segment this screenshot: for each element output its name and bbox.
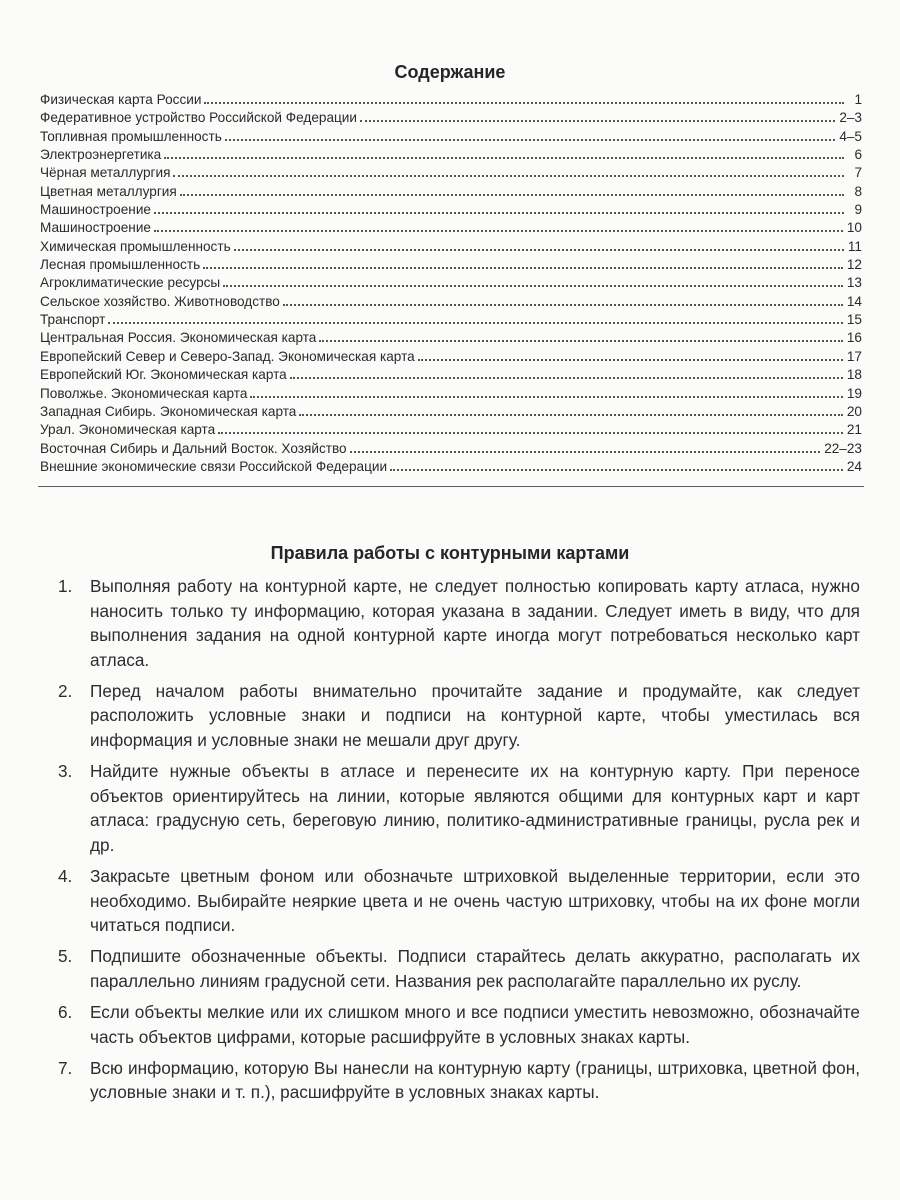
dot-leader: [173, 161, 844, 177]
dot-leader: [319, 326, 843, 342]
dot-leader: [154, 198, 844, 214]
rule-text: Всю информацию, которую Вы нанесли на контурную карту (границы, штриховка, цветной фон, условные знаки и т. п.), расшифруйте в условных знаках карты.: [90, 1057, 860, 1103]
dot-leader: [223, 271, 843, 287]
toc-entry-page: 9: [854, 202, 862, 218]
toc-entry-page: 17: [846, 348, 862, 364]
toc-entry: [40, 290, 862, 308]
toc-entry-title: Электроэнергетика: [40, 147, 162, 163]
toc-entry-page: 15: [846, 312, 862, 328]
toc-entry-title: Западная Сибирь. Экономическая карта: [40, 403, 297, 419]
toc-entry: [40, 88, 862, 106]
rule-item: [58, 1056, 860, 1105]
toc-entry: [40, 198, 862, 216]
toc-entry: [40, 161, 862, 179]
toc-entry: [40, 326, 862, 344]
rule-number: 2.: [58, 680, 73, 701]
toc-entry-title: Сельское хозяйство. Животноводство: [40, 293, 280, 309]
toc-entry: [40, 106, 862, 124]
dot-leader: [418, 345, 843, 361]
toc-entry-title: Чёрная металлургия: [40, 165, 171, 181]
toc-entry-page: 24: [846, 458, 862, 474]
dot-leader: [164, 143, 844, 159]
toc-entry-page: 12: [846, 257, 862, 273]
dot-leader: [299, 400, 843, 416]
toc-heading: Содержание: [394, 62, 506, 82]
toc-entry-title: Топливная промышленность: [40, 128, 222, 144]
rule-text: Найдите нужные объекты в атласе и перенесите их на контурную карту. При переносе объектов ориентируйтесь на линии, которые являются общими для контурных карт и карт атласа: градусную сеть, береговую линию, политико-административные границы, русла рек и др.: [90, 761, 860, 855]
toc-entry-title: Европейский Север и Северо-Запад. Экономическая карта: [40, 348, 415, 364]
toc-entry: [40, 437, 862, 455]
toc-entry: [40, 308, 862, 326]
rules-list: [58, 574, 860, 1111]
dot-leader: [204, 88, 844, 104]
toc-entry-page: 14: [846, 293, 862, 309]
toc-entry-title: Урал. Экономическая карта: [40, 422, 216, 438]
toc-entry-page: 18: [846, 367, 862, 383]
section-divider: [38, 486, 864, 487]
toc-entry-title: Центральная Россия. Экономическая карта: [40, 330, 317, 346]
toc-entry-page: 16: [846, 330, 862, 346]
toc-entry: [40, 271, 862, 289]
dot-leader: [360, 106, 835, 122]
toc-entry-page: 8: [854, 183, 862, 199]
toc-entry-title: Транспорт: [40, 312, 106, 328]
toc-entry-page: 13: [846, 275, 862, 291]
rule-number: 1.: [58, 576, 73, 596]
toc-entry: [40, 418, 862, 436]
dot-leader: [290, 363, 843, 379]
toc-entry-title: Восточная Сибирь и Дальний Восток. Хозяйство: [40, 440, 347, 456]
rule-item: [58, 574, 860, 672]
toc-entry-page: 7: [854, 165, 862, 181]
toc-entry-title: Цветная металлургия: [40, 183, 177, 199]
rule-item: [58, 679, 860, 753]
dot-leader: [350, 437, 821, 453]
dot-leader: [154, 216, 843, 232]
toc-entry: [40, 253, 862, 271]
toc-entry: [40, 400, 862, 418]
rule-text: Если объекты мелкие или их слишком много и все подписи уместить невозможно, обозначайте часть объектов цифрами, которые расшифруйте в условных знаках карты.: [90, 1002, 860, 1047]
toc-entry-page: 19: [846, 385, 862, 401]
toc-entry: [40, 382, 862, 400]
rule-text: Закрасьте цветным фоном или обозначьте штриховкой выделенные территории, если это необходимо. Выбирайте неяркие цвета и не очень частую штриховку, чтобы на их фоне могли читаться подписи.: [90, 866, 860, 936]
rule-text: Подпишите обозначенные объекты. Подписи старайтесь делать аккуратно, располагать их параллельно линиям градусной сети. Названия рек располагайте параллельно их руслу.: [90, 946, 860, 991]
toc-entry-title: Физическая карта России: [40, 92, 202, 107]
rules-heading: Правила работы с контурными картами: [270, 543, 630, 563]
toc-entry-page: 11: [847, 238, 862, 254]
dot-leader: [180, 180, 844, 196]
dot-leader: [234, 235, 844, 251]
toc-entry-title: Лесная промышленность: [40, 257, 201, 273]
toc-entry-page: 22–23: [824, 440, 862, 456]
rule-number: 6.: [58, 1002, 73, 1022]
rule-item: [58, 759, 860, 857]
toc-entry-page: 20: [846, 403, 862, 419]
toc-entry: [40, 216, 862, 234]
toc-entry-page: 4–5: [839, 128, 862, 144]
toc-entry: [40, 345, 862, 363]
toc-entry-page: 6: [854, 147, 862, 163]
rule-number: 3.: [58, 761, 73, 782]
toc-entry-title: Федеративное устройство Российской Федерации: [40, 110, 357, 126]
toc-entry: [40, 455, 862, 473]
dot-leader: [390, 455, 843, 471]
toc-entry: [40, 125, 862, 143]
rule-number: 5.: [58, 946, 73, 967]
table-of-contents: [40, 88, 862, 473]
toc-entry-page: 2–3: [839, 110, 862, 126]
rule-item: [58, 864, 860, 938]
toc-entry-title: Машиностроение: [40, 202, 151, 218]
toc-entry: [40, 143, 862, 161]
toc-entry-title: Поволжье. Экономическая карта: [40, 385, 248, 401]
dot-leader: [250, 382, 842, 398]
toc-entry-page: 1: [854, 92, 862, 107]
toc-entry-page: 10: [846, 220, 862, 236]
rule-item: [58, 944, 860, 993]
dot-leader: [283, 290, 843, 306]
rule-number: 4.: [58, 866, 73, 887]
rule-number: 7.: [58, 1057, 73, 1078]
rule-item: [58, 1000, 860, 1049]
rule-text: Перед началом работы внимательно прочитайте задание и продумайте, как следует расположить условные знаки и подписи на контурной карте, чтобы уместилась вся информация и условные знаки не мешали друг другу.: [90, 680, 860, 751]
toc-entry-title: Агроклиматические ресурсы: [40, 275, 221, 291]
dot-leader: [218, 418, 843, 434]
toc-entry-title: Европейский Юг. Экономическая карта: [40, 367, 287, 383]
toc-entry-title: Химическая промышленность: [40, 238, 231, 254]
toc-entry-title: Внешние экономические связи Российской Федерации: [40, 458, 388, 474]
dot-leader: [225, 125, 836, 141]
toc-entry: [40, 363, 862, 381]
toc-entry: [40, 180, 862, 198]
rule-text: Выполняя работу на контурной карте, не следует полностью копировать карту атласа, нужно наносить только ту информацию, которая указана в задании. Следует иметь в виду, что для выполнения задания на одной контурной карте иногда могут потребоваться несколько карт атласа.: [90, 576, 860, 670]
dot-leader: [203, 253, 843, 269]
toc-entry-page: 21: [846, 422, 862, 438]
toc-entry-title: Машиностроение: [40, 220, 151, 236]
dot-leader: [108, 308, 843, 324]
toc-entry: [40, 235, 862, 253]
